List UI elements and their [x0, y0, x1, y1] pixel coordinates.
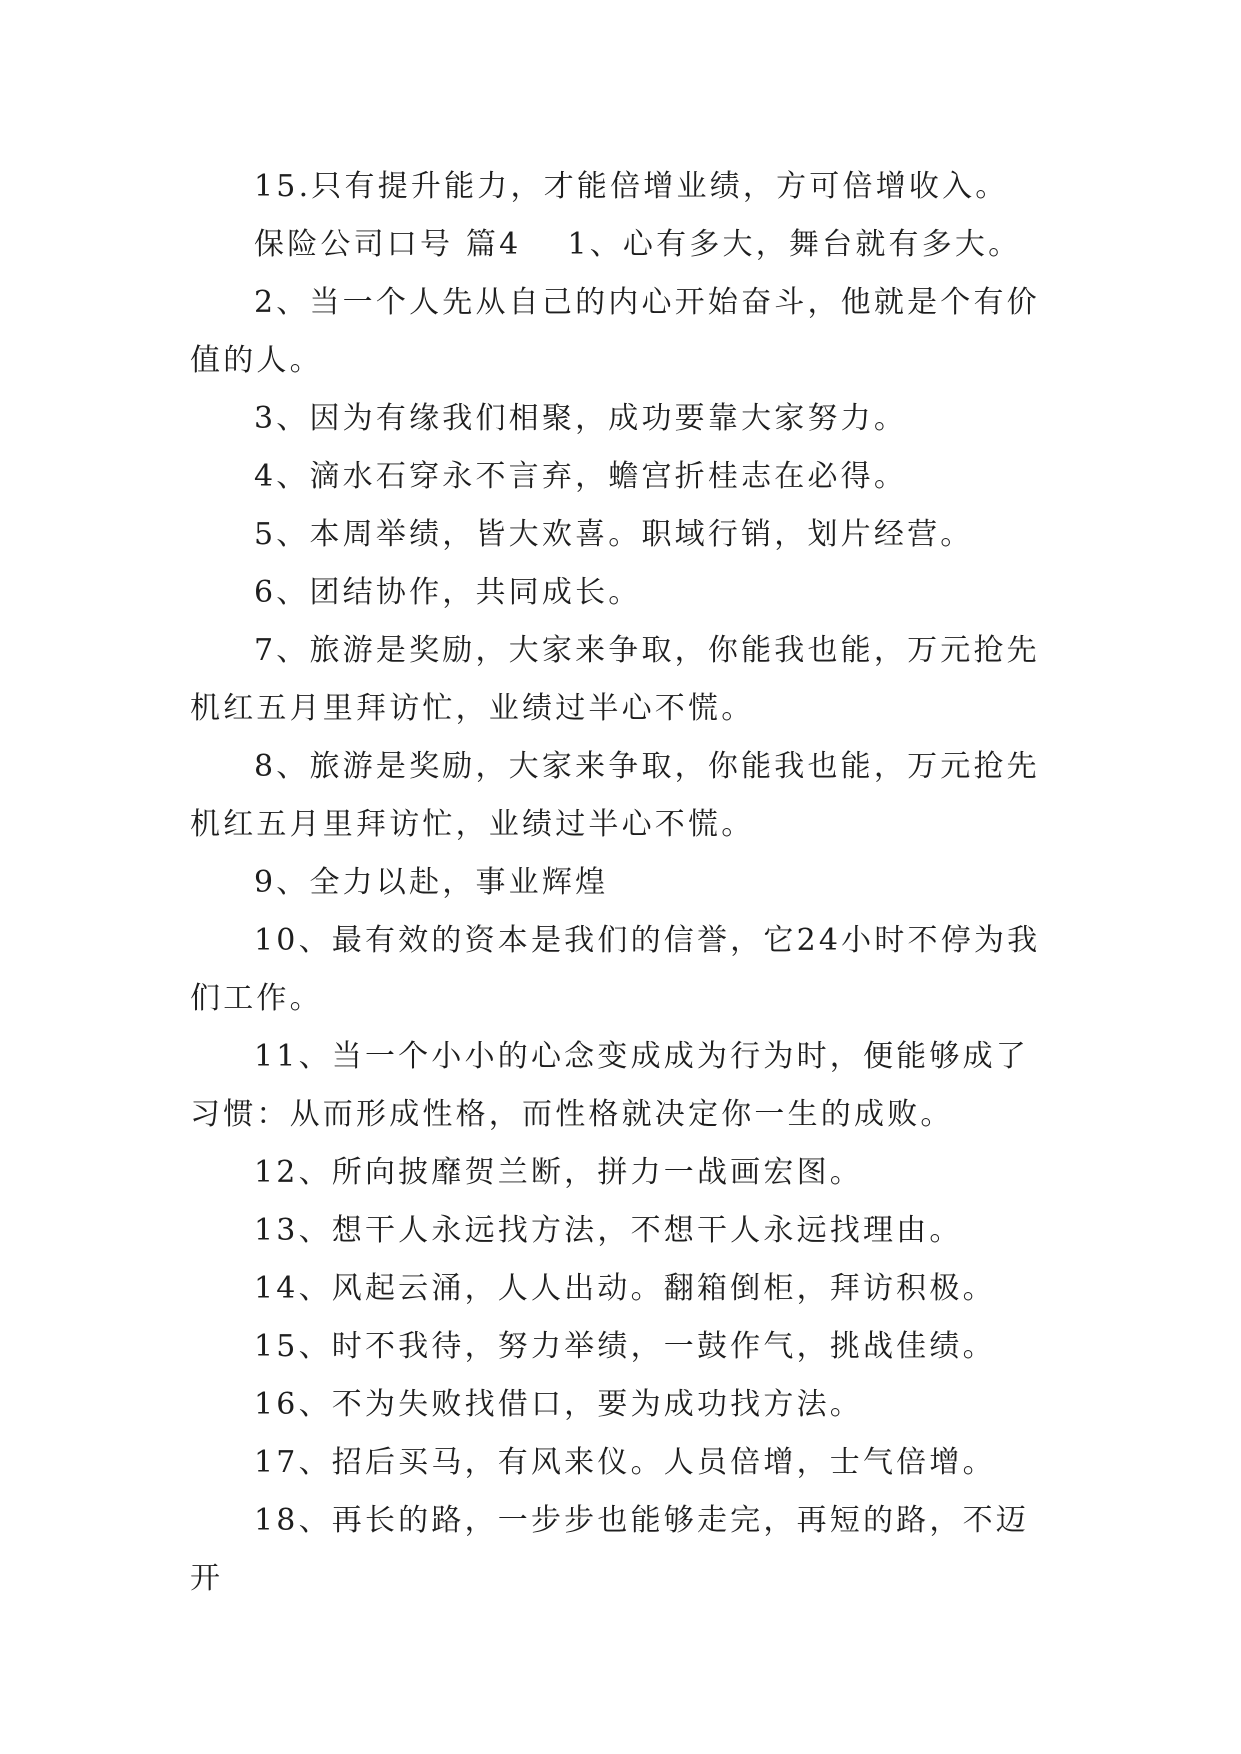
paragraph-18: 18、再长的路，一步步也能够走完，再短的路，不迈开: [190, 1503, 1029, 1596]
paragraph-16: 16、不为失败找借口，要为成功找方法。: [254, 1387, 863, 1422]
paragraph-4: 4、滴水石穿永不言弃，蟾宫折桂志在必得。: [254, 459, 908, 494]
paragraph-15-dot: 15.只有提升能力，才能倍增业绩，方可倍增收入。: [254, 169, 1009, 204]
paragraph-15: 15、时不我待，努力举绩，一鼓作气，挑战佳绩。: [254, 1329, 996, 1364]
paragraph-13: 13、想干人永远找方法，不想干人永远找理由。: [254, 1213, 963, 1248]
paragraph-9: 9、全力以赴，事业辉煌: [254, 865, 609, 900]
paragraph-11: 11、当一个小小的心念变成成为行为时，便能够成了习惯：从而形成性格，而性格就决定你一生的成败。: [190, 1039, 1029, 1132]
paragraph-17: 17、招后买马，有风来仪。人员倍增，士气倍增。: [254, 1445, 996, 1480]
section-heading: 保险公司口号 篇4: [254, 227, 522, 262]
paragraph-1: 1、心有多大，舞台就有多大。: [567, 227, 1022, 262]
paragraph-7: 7、旅游是奖励，大家来争取，你能我也能，万元抢先机红五月里拜访忙，业绩过半心不慌。: [190, 633, 1040, 726]
paragraph-6: 6、团结协作，共同成长。: [254, 575, 642, 610]
paragraph-12: 12、所向披靡贺兰断，拼力一战画宏图。: [254, 1155, 863, 1190]
paragraph-14: 14、风起云涌，人人出动。翻箱倒柜，拜访积极。: [254, 1271, 996, 1306]
document-body: [190, 158, 1050, 1608]
paragraph-5: 5、本周举绩，皆大欢喜。职域行销，划片经营。: [254, 517, 974, 552]
section-heading-line: [190, 216, 1050, 274]
paragraph-8: 8、旅游是奖励，大家来争取，你能我也能，万元抢先机红五月里拜访忙，业绩过半心不慌。: [190, 749, 1040, 842]
paragraph-2: 2、当一个人先从自己的内心开始奋斗，他就是个有价值的人。: [190, 285, 1040, 378]
paragraph-3: 3、因为有缘我们相聚，成功要靠大家努力。: [254, 401, 908, 436]
paragraph-10: 10、最有效的资本是我们的信誉，它24小时不停为我们工作。: [190, 923, 1041, 1016]
